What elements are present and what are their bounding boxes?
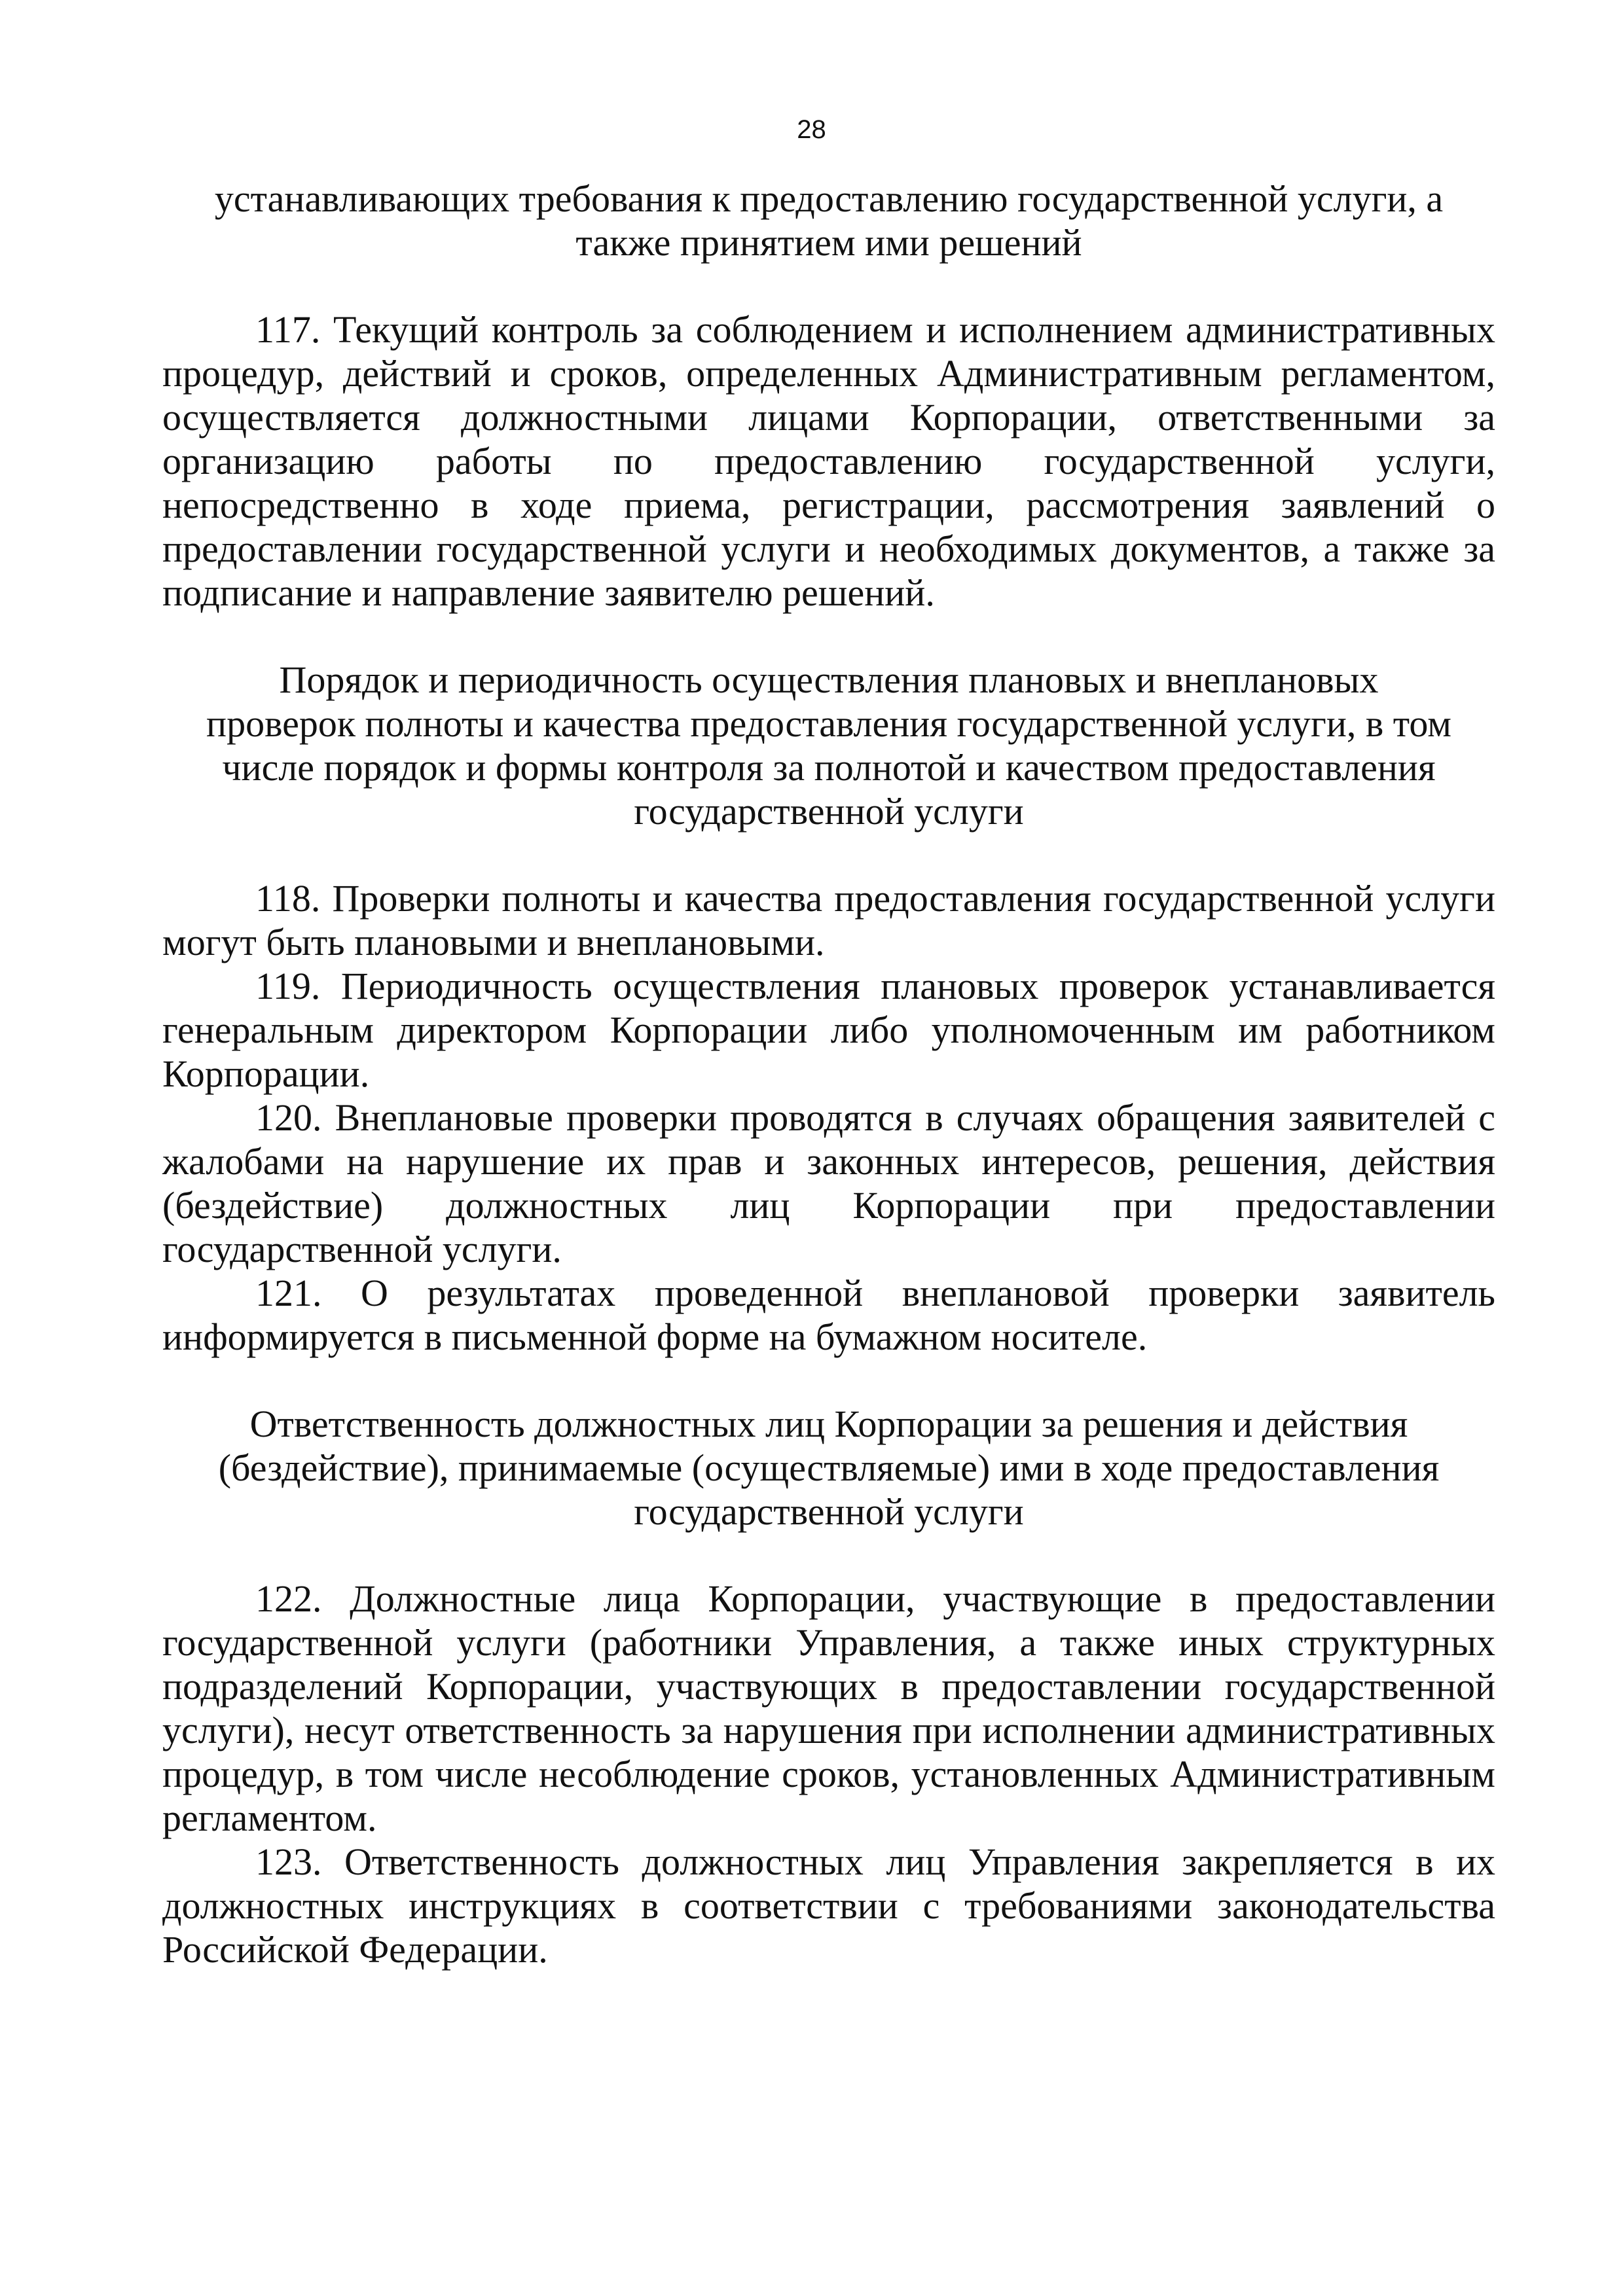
- paragraph-118: 118. Проверки полноты и качества предоставления государственной услуги могут быть плановыми и внеплановыми.: [162, 877, 1495, 963]
- paragraph-121: 121. О результатах проведенной внеплановой проверки заявитель информируется в письменной форме на бумажном носителе.: [162, 1272, 1495, 1358]
- page-content: [162, 177, 1495, 1971]
- heading-line: числе порядок и формы контроля за полнотой и качеством предоставления: [222, 746, 1436, 789]
- section-heading: [162, 177, 1495, 264]
- heading-line: Ответственность должностных лиц Корпорации за решения и действия: [249, 1403, 1408, 1445]
- heading-line: (бездействие), принимаемые (осуществляемые) ими в ходе предоставления: [218, 1446, 1440, 1489]
- paragraph-120: 120. Внеплановые проверки проводятся в случаях обращения заявителей с жалобами на нарушение их прав и законных интересов, решения, действия (бездействие) должностных лиц Корпорации при предоставлении государственной услуги.: [162, 1096, 1495, 1270]
- paragraph-123: 123. Ответственность должностных лиц Управления закрепляется в их должностных инструкциях в соответствии с требованиями законодательства Российской Федерации.: [162, 1840, 1495, 1971]
- heading-line: государственной услуги: [634, 790, 1024, 833]
- section-heading: [162, 658, 1495, 833]
- paragraph-117: 117. Текущий контроль за соблюдением и исполнением административных процедур, действий и сроков, определенных Административным регламентом, осуществляется должностными лицами Корпорации, ответственными за организацию работы по предоставлению государственной услуги, непосредственно в ходе приема, регистрации, рассмотрения заявлений о предоставлении государственной услуги и необходимых документов, а также за подписание и направление заявителю решений.: [162, 308, 1495, 614]
- heading-line: также принятием ими решений: [575, 221, 1082, 264]
- heading-line: государственной услуги: [634, 1490, 1024, 1533]
- paragraph-122: 122. Должностные лица Корпорации, участвующие в предоставлении государственной услуги (работники Управления, а также иных структурных подразделений Корпорации, участвующих в предоставлении государственной услуги), несут ответственность за нарушения при исполнении административных процедур, в том числе несоблюдение сроков, установленных Административным регламентом.: [162, 1577, 1495, 1839]
- heading-line: устанавливающих требования к предоставлению государственной услуги, а: [214, 177, 1444, 220]
- paragraph-119: 119. Периодичность осуществления плановых проверок устанавливается генеральным директором Корпорации либо уполномоченным им работником Корпорации.: [162, 965, 1495, 1095]
- page-number: 28: [797, 115, 826, 144]
- section-heading: [162, 1402, 1495, 1534]
- heading-line: проверок полноты и качества предоставления государственной услуги, в том: [206, 702, 1451, 745]
- heading-line: Порядок и периодичность осуществления плановых и внеплановых: [279, 658, 1379, 701]
